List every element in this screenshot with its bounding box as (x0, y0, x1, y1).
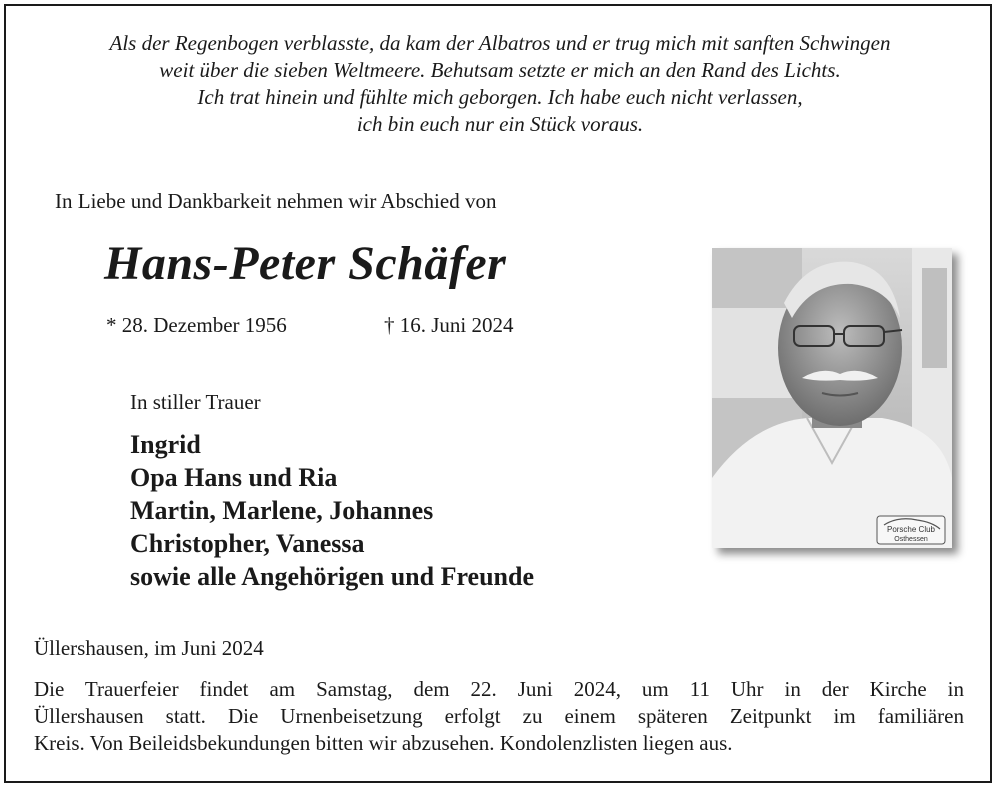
badge-line1: Porsche Club (886, 525, 936, 534)
mourner-entry: Christopher, Vanessa (130, 529, 365, 558)
poem-line: Als der Regenbogen verblasste, da kam der Albatros und er trug mich mit sanften Schwingen (109, 31, 891, 55)
mourner-entry: Opa Hans und Ria (130, 463, 338, 492)
portrait-image (712, 248, 952, 548)
notice-line: Kreis. Von Beileidsbekundungen bitten wir abzusehen. Kondolenzlisten liegen aus. (34, 731, 733, 755)
mourner-entry: sowie alle Angehörigen und Freunde (130, 562, 535, 591)
place-date: Üllershausen, im Juni 2024 (34, 636, 264, 660)
badge-line2: Osthessen (894, 536, 928, 543)
poem (20, 30, 980, 138)
poem-line: ich bin euch nur ein Stück voraus. (356, 112, 644, 136)
death-date: † 16. Juni 2024 (384, 313, 514, 337)
birth-date: * 28. Dezember 1956 (106, 313, 287, 337)
mourner-entry: Ingrid (130, 430, 201, 459)
mourning-label: In stiller Trauer (130, 390, 261, 414)
notice-line: Üllershausen statt. Die Urnenbeisetzung erfolgt zu einem späteren Zeitpunkt im familiären (34, 704, 964, 728)
funeral-notice (34, 676, 964, 757)
intro-text: In Liebe und Dankbarkeit nehmen wir Abschied von (55, 189, 497, 213)
mourner-entry: Martin, Marlene, Johannes (130, 496, 434, 525)
notice-line: Die Trauerfeier findet am Samstag, dem 22. Juni 2024, um 11 Uhr in der Kirche in (34, 677, 964, 701)
poem-line: weit über die sieben Weltmeere. Behutsam setzte er mich an den Rand des Lichts. (159, 58, 841, 82)
portrait-photo (712, 248, 952, 548)
mourners-list (130, 428, 534, 593)
deceased-name: Hans-Peter Schäfer (104, 237, 507, 290)
poem-line: Ich trat hinein und fühlte mich geborgen. Ich habe euch nicht verlassen, (197, 85, 803, 109)
